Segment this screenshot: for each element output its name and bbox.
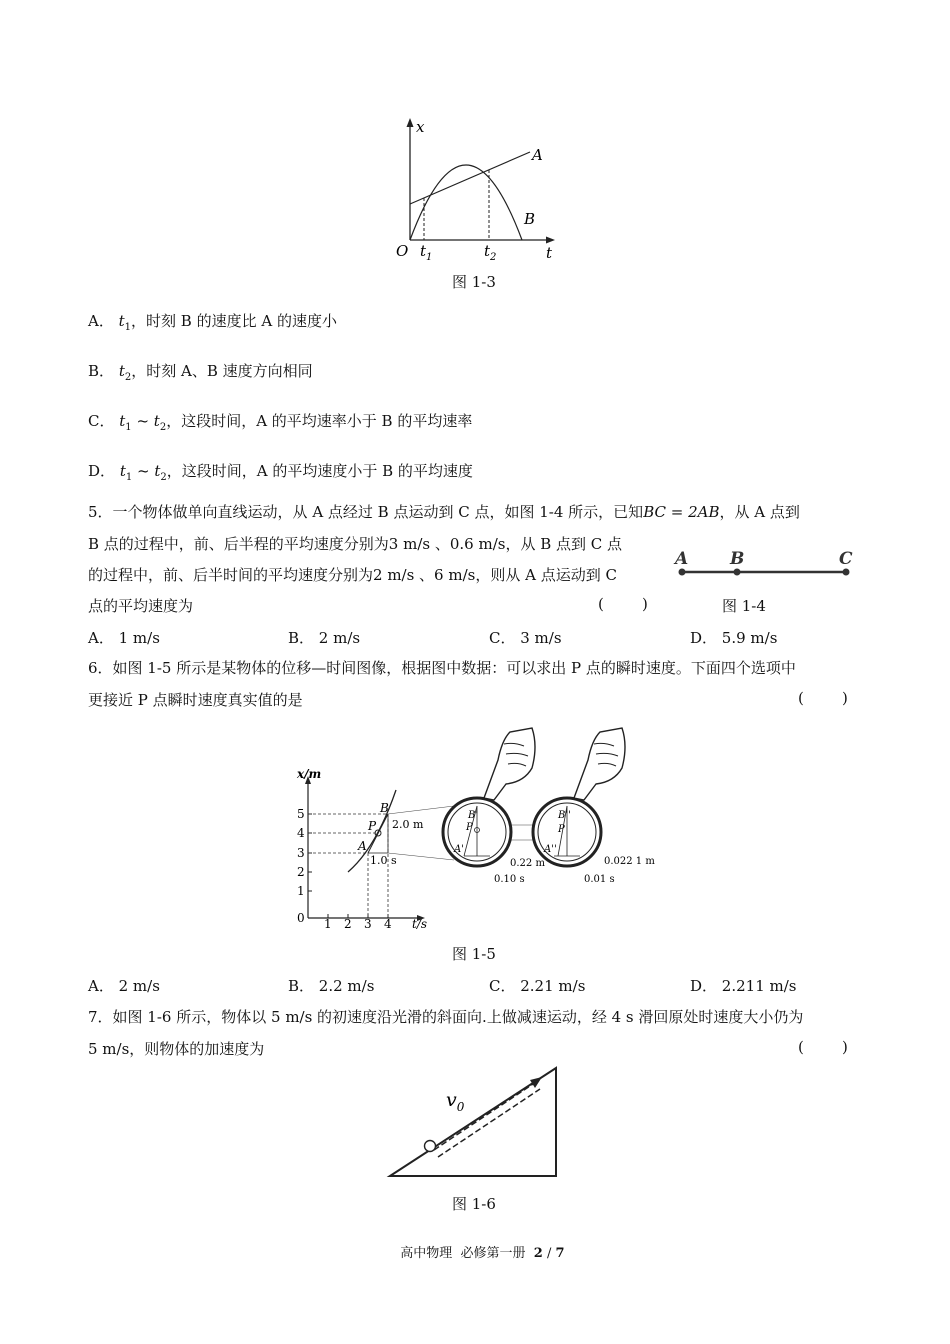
t1-label: $t_1$ <box>420 242 433 263</box>
q6-option-b: B． 2.2 m/s <box>288 977 375 995</box>
x-axis-label: x <box>416 118 425 136</box>
q6-option-c: C． 2.21 m/s <box>489 977 586 995</box>
lens2-p-label: P <box>558 824 565 835</box>
q7-line-1: 7．如图 1-6 所示，物体以 5 m/s 的初速度沿光滑的斜面向.上做减速运动，经 4 s 滑回原处时速度大小仍为 <box>88 1008 804 1026</box>
t-axis-label: t <box>546 244 553 262</box>
y-tick-3: 3 <box>297 846 305 860</box>
footer-page: 2 <box>533 1246 543 1261</box>
figure-1-4-caption: 图 1-4 <box>722 597 766 615</box>
footer-total: 7 <box>555 1246 565 1261</box>
q5-option-d: D． 5.9 m/s <box>690 629 778 647</box>
q5-line-1: 5．一个物体做单向直线运动，从 A 点经过 B 点运动到 C 点，如图 1-4 所示，已知BC = 2AB，从 A 点到 <box>88 503 800 521</box>
curve-b-label: B <box>524 210 536 228</box>
q4-option-d: D． $t_1$ ~ $t_2$，这段时间，A 的平均速度小于 B 的平均速度 <box>88 462 473 483</box>
page-footer <box>392 1227 565 1261</box>
lens1-b-label: B' <box>468 810 479 821</box>
lens2-dx-label: 0.022 1 m <box>604 856 655 867</box>
q5-option-c: C． 3 m/s <box>489 629 562 647</box>
q6-option-d: D． 2.211 m/s <box>690 977 797 995</box>
dt-label: 1.0 s <box>370 854 397 867</box>
point-c-label: C <box>839 549 853 569</box>
q6-line-1: 6．如图 1-5 所示是某物体的位移—时间图像，根据图中数据：可以求出 P 点的瞬时速度。下面四个选项中 <box>88 659 796 677</box>
q5-option-a: A． 1 m/s <box>88 629 160 647</box>
q5-line-2: B 点的过程中，前、后半程的平均速度分别为3 m/s 、0.6 m/s，从 B 点到 C 点 <box>88 535 623 553</box>
y-tick-1: 1 <box>297 884 305 898</box>
v0-label: $v_0$ <box>446 1089 465 1114</box>
t-axis-label: t/s <box>412 917 428 931</box>
q4-option-c: C． $t_1$ ~ $t_2$，这段时间，A 的平均速率小于 B 的平均速率 <box>88 412 473 433</box>
figure-1-4 <box>668 544 868 584</box>
q5-option-b: B． 2 m/s <box>288 629 361 647</box>
q6-option-a: A． 2 m/s <box>88 977 160 995</box>
y-tick-5: 5 <box>297 807 305 821</box>
x-tick-3: 3 <box>364 917 372 931</box>
point-b-label: B <box>730 549 745 569</box>
dx-label: 2.0 m <box>392 818 424 831</box>
line-a-label: A <box>532 146 543 164</box>
point-a-label: A <box>358 839 367 853</box>
lens2-a-label: A'' <box>544 844 557 855</box>
t2-label: $t_2$ <box>484 242 497 263</box>
lens1-a-label: A' <box>454 844 464 855</box>
lens1-p-label: P <box>466 822 473 833</box>
origin-label: O <box>396 242 409 260</box>
figure-1-6-caption: 图 1-6 <box>452 1195 496 1213</box>
point-p-label: P <box>368 819 377 833</box>
footer-text: 高中物理 必修第一册 <box>400 1246 534 1261</box>
lens2-b-label: B'' <box>558 810 571 821</box>
x-tick-2: 2 <box>344 917 352 931</box>
q5-answer-paren: ( ) <box>598 595 648 613</box>
figure-1-3-caption: 图 1-3 <box>452 273 496 291</box>
lens1-dx-label: 0.22 m <box>510 858 545 869</box>
figure-1-5 <box>292 720 672 935</box>
figure-1-6 <box>386 1062 566 1182</box>
y-tick-0: 0 <box>297 911 305 925</box>
point-a-label: A <box>675 549 689 569</box>
y-tick-4: 4 <box>297 826 305 840</box>
figure-1-5-caption: 图 1-5 <box>452 945 496 963</box>
lens2-dt-label: 0.01 s <box>584 874 615 885</box>
q5-line-4: 点的平均速度为 <box>88 597 194 615</box>
lens1-dt-label: 0.10 s <box>494 874 525 885</box>
q6-answer-paren: ( ) <box>798 689 848 707</box>
q4-option-b: B． $t_2$，时刻 A、B 速度方向相同 <box>88 362 313 383</box>
q4-option-a: A． $t_1$，时刻 B 的速度比 A 的速度小 <box>88 312 337 333</box>
x-axis-label: x/m <box>297 767 322 781</box>
y-tick-2: 2 <box>297 865 305 879</box>
figure-1-3 <box>390 112 570 272</box>
q7-answer-paren: ( ) <box>798 1038 848 1056</box>
footer-sep: / <box>542 1246 556 1261</box>
q5-line-3: 的过程中，前、后半时间的平均速度分别为2 m/s 、6 m/s，则从 A 点运动到 C <box>88 566 617 584</box>
q6-line-2: 更接近 P 点瞬时速度真实值的是 <box>88 691 303 709</box>
point-b-label: B <box>380 801 389 815</box>
x-tick-1: 1 <box>324 917 332 931</box>
x-tick-4: 4 <box>384 917 392 931</box>
q7-line-2: 5 m/s，则物体的加速度为 <box>88 1040 265 1058</box>
